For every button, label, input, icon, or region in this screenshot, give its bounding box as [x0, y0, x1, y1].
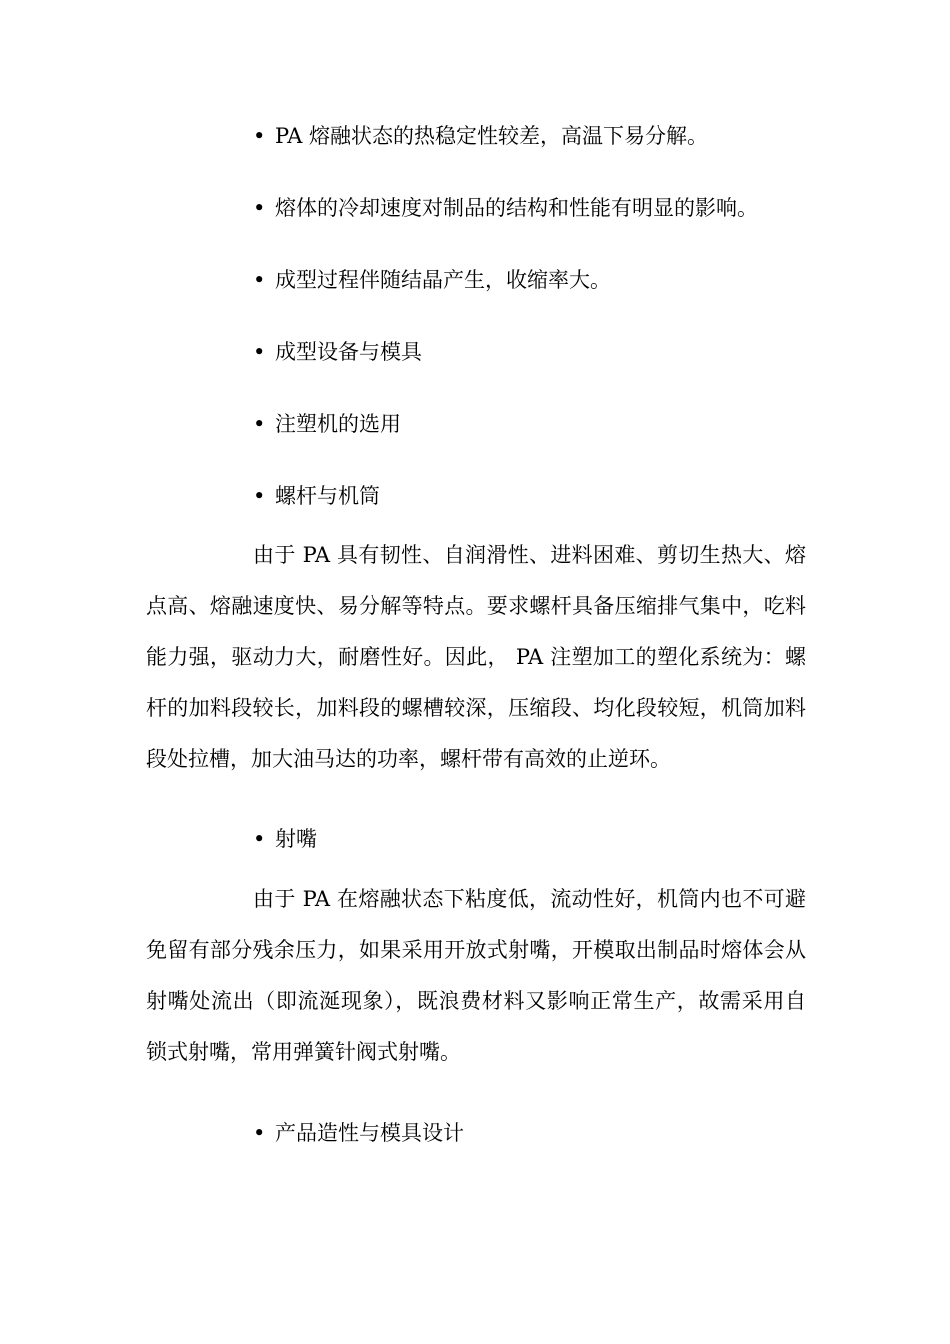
bullet-item — [253, 338, 422, 366]
bullet-item — [253, 482, 380, 510]
bullet-text: 射嘴 — [275, 827, 317, 851]
bullet-glyph: • — [253, 340, 266, 364]
bullet-text: 成型设备与模具 — [275, 340, 422, 364]
body-paragraph: 由于 PA 具有韧性、自润滑性、进料困难、剪切生热大、熔点高、熔融速度快、易分解等特点。要求螺杆具备压缩排气集中，吃料能力强，驱动力大，耐磨性好。因此， PA 注塑加工的塑化系统为：螺杆的加料段较长，加料段的螺槽较深，压缩段、均化段较短，机筒加料段处拉槽，加大油马达的功率，螺杆带有高效的止逆环。 — [146, 543, 806, 771]
bullet-glyph: • — [253, 1121, 266, 1145]
bullet-glyph: • — [253, 484, 266, 508]
body-paragraph: 由于 PA 在熔融状态下粘度低，流动性好，机筒内也不可避免留有部分残余压力，如果采用开放式射嘴，开模取出制品时熔体会从射嘴处流出（即流涎现象），既浪费材料又影响正常生产，故需采用自锁式射嘴，常用弹簧针阀式射嘴。 — [146, 887, 806, 1064]
bullet-glyph: • — [253, 124, 266, 148]
bullet-glyph: • — [253, 196, 266, 220]
bullet-text: 注塑机的选用 — [275, 412, 401, 436]
bullet-glyph: • — [253, 412, 266, 436]
bullet-item — [253, 410, 401, 438]
bullet-text: PA 熔融状态的热稳定性较差，高温下易分解。 — [275, 124, 709, 148]
bullet-item — [253, 194, 758, 222]
bullet-glyph: • — [253, 268, 266, 292]
bullet-item — [253, 1119, 464, 1147]
bullet-item — [253, 122, 708, 150]
bullet-text: 螺杆与机筒 — [275, 484, 380, 508]
bullet-text: 熔体的冷却速度对制品的结构和性能有明显的影响。 — [275, 196, 758, 220]
bullet-item — [253, 266, 611, 294]
bullet-item — [253, 825, 317, 853]
bullet-text: 成型过程伴随结晶产生，收缩率大。 — [275, 268, 611, 292]
bullet-text: 产品造性与模具设计 — [275, 1121, 464, 1145]
bullet-glyph: • — [253, 827, 266, 851]
